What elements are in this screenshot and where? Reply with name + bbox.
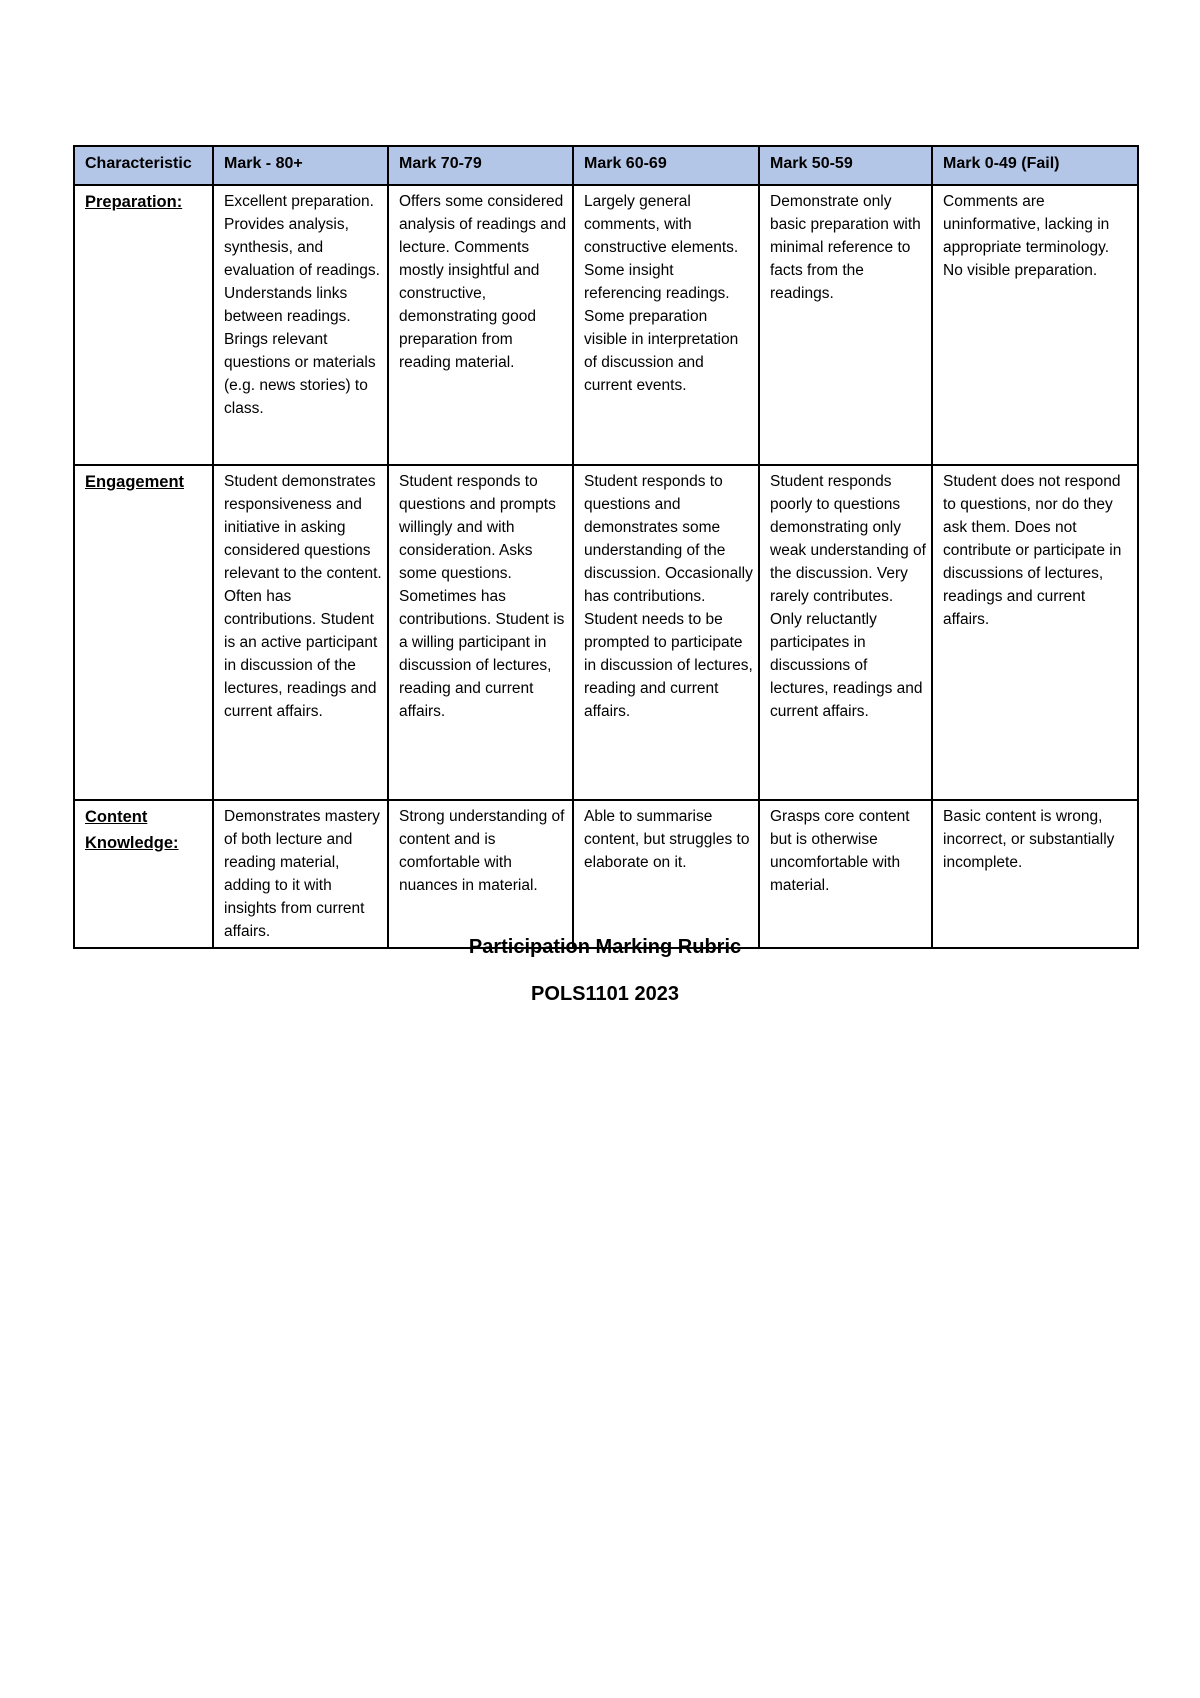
rubric-table [73,145,1139,949]
table-cell: Offers some considered analysis of readings and lecture. Comments mostly insightful and constructive, demonstrating good preparation from reading material. [388,185,573,465]
header-cell: Characteristic [74,146,213,185]
table-cell: Largely general comments, with constructive elements. Some insight referencing readings. Some preparation visible in interpretation of discussion and current events. [573,185,759,465]
table-row [74,185,1138,465]
header-row [74,146,1138,185]
table-cell: Student demonstrates responsiveness and initiative in asking considered questions relevant to the content. Often has contributions. Student is an active participant in discussion of the lectures, readings and current affairs. [213,465,388,800]
header-cell: Mark 0-49 (Fail) [932,146,1138,185]
criterion-preparation: Preparation: [74,185,213,465]
course-code: POLS1101 2023 [531,983,679,1005]
table-cell: Demonstrate only basic preparation with minimal reference to facts from the readings. [759,185,932,465]
table-row [74,465,1138,800]
table-row [74,800,1138,948]
criterion-content-knowledge: Content Knowledge: [74,800,213,948]
table-cell: Basic content is wrong, incorrect, or substantially incomplete. [932,800,1138,948]
header-cell: Mark 60-69 [573,146,759,185]
header-cell: Mark 70-79 [388,146,573,185]
table-cell: Strong understanding of content and is comfortable with nuances in material. [388,800,573,948]
table-cell: Excellent preparation. Provides analysis, synthesis, and evaluation of readings. Understands links between readings. Brings relevant questions or materials (e.g. news stories) to class. [213,185,388,465]
header-cell: Mark 50-59 [759,146,932,185]
table-cell: Demonstrates mastery of both lecture and reading material, adding to it with insights from current affairs. [213,800,388,948]
table-cell: Student does not respond to questions, nor do they ask them. Does not contribute or participate in discussions of lectures, readings and current affairs. [932,465,1138,800]
table-cell: Student responds poorly to questions demonstrating only weak understanding of the discussion. Very rarely contributes. Only reluctantly participates in discussions of lectures, readings and current affairs. [759,465,932,800]
criterion-engagement: Engagement [74,465,213,800]
table-cell: Student responds to questions and demonstrates some understanding of the discussion. Occasionally has contributions. Student needs to be prompted to participate in discussion of lectures, reading and current affairs. [573,465,759,800]
table-cell: Able to summarise content, but struggles to elaborate on it. [573,800,759,948]
table-cell: Grasps core content but is otherwise uncomfortable with material. [759,800,932,948]
header-cell: Mark - 80+ [213,146,388,185]
rubric-title: Participation Marking Rubric [468,936,742,958]
table-cell: Student responds to questions and prompts willingly and with consideration. Asks some questions. Sometimes has contributions. Student is a willing participant in discussion of lectures, reading and current affairs. [388,465,573,800]
table-cell: Comments are uninformative, lacking in appropriate terminology. No visible preparation. [932,185,1138,465]
